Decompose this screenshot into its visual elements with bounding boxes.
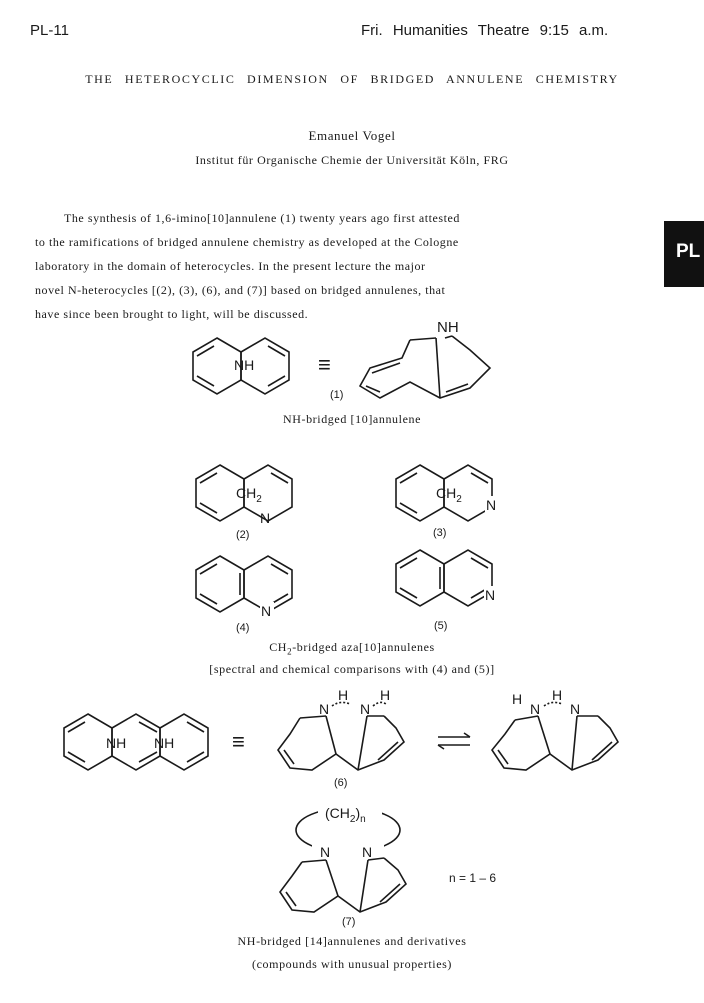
compound-2-number: (2) [236,529,250,541]
compound-5-number: (5) [434,620,448,632]
nitrogen-label: N [320,844,331,860]
structure-3 [396,465,499,521]
institution: Institut für Organische Chemie der Universität Köln, FRG [195,153,509,167]
lecture-title: THE HETEROCYCLIC DIMENSION OF BRIDGED ANNULENE CHEMISTRY [85,72,619,86]
chain-ch2-label: $(CH_2)_n$ [325,805,366,825]
session-code: PL-11 [30,22,69,39]
n-range-label: n = 1 – 6 [449,871,497,885]
nitrogen-label: N [360,701,371,717]
nitrogen-label: N [319,701,330,717]
nitrogen-label: N [362,844,373,860]
bridge-nh-label: NH [437,319,459,336]
abstract-line: The synthesis of 1,6-imino[10]annulene (1) twenty years ago first attested [64,211,460,225]
structure-2 [196,465,292,526]
structure-7 [280,800,406,912]
compound-7-number: (7) [342,916,356,928]
nitrogen-label: N [261,603,272,619]
figure2-caption-note: [spectral and chemical comparisons with (4) and (5)] [209,662,495,676]
equivalence-symbol: ≡ [318,352,331,377]
compound-6-number: (6) [334,777,348,789]
hydrogen-label: H [512,691,523,707]
author-name: Emanuel Vogel [308,128,396,143]
compound-1-number: (1) [330,389,344,401]
session-info: Fri. Humanities Theatre 9:15 a.m. [361,22,609,39]
figure3-caption: NH-bridged [14]annulenes and derivatives [237,934,467,948]
abstract-line: novel N-heterocycles [(2), (3), (6), and (7)] based on bridged annulenes, that [35,283,446,297]
nitrogen-label: N [260,510,271,526]
compound-4-number: (4) [236,622,250,634]
nitrogen-label: N [570,701,581,717]
hydrogen-label: H [338,687,349,703]
structure-6-bridged-a [278,687,404,770]
abstract-line: to the ramifications of bridged annulene chemistry as developed at the Cologne [35,235,459,249]
nitrogen-label: N [485,587,496,603]
equilibrium-arrows [438,733,470,749]
compound-3-number: (3) [433,527,447,539]
nitrogen-label: N [486,497,497,513]
structure-1-bridged [360,319,490,398]
equivalence-symbol: ≡ [232,729,245,754]
hydrogen-label: H [552,687,563,703]
abstract-line: laboratory in the domain of heterocycles. In the present lecture the major [35,259,426,273]
ring-nh-label: NH [154,735,175,751]
ring-nh-label: NH [234,357,255,373]
structure-1-flat [193,338,289,394]
structure-6-flat [64,714,208,770]
bridge-ch2-label: $CH_2$ [436,485,462,505]
bridge-ch2-label: $CH_2$ [236,485,262,505]
figure3-caption-note: (compounds with unusual properties) [252,957,452,971]
structure-6-bridged-b [492,687,618,770]
side-tab-label: PL [676,241,701,262]
ring-nh-label: NH [106,735,127,751]
abstract-line: have since been brought to light, will be discussed. [35,307,309,321]
hydrogen-label: H [380,687,391,703]
structure-5 [396,550,498,606]
structure-4 [196,556,292,619]
nitrogen-label: N [530,701,541,717]
figure2-caption: $CH_2$-bridged aza[10]annulenes [269,640,435,657]
figure1-caption: NH-bridged [10]annulene [282,412,422,426]
